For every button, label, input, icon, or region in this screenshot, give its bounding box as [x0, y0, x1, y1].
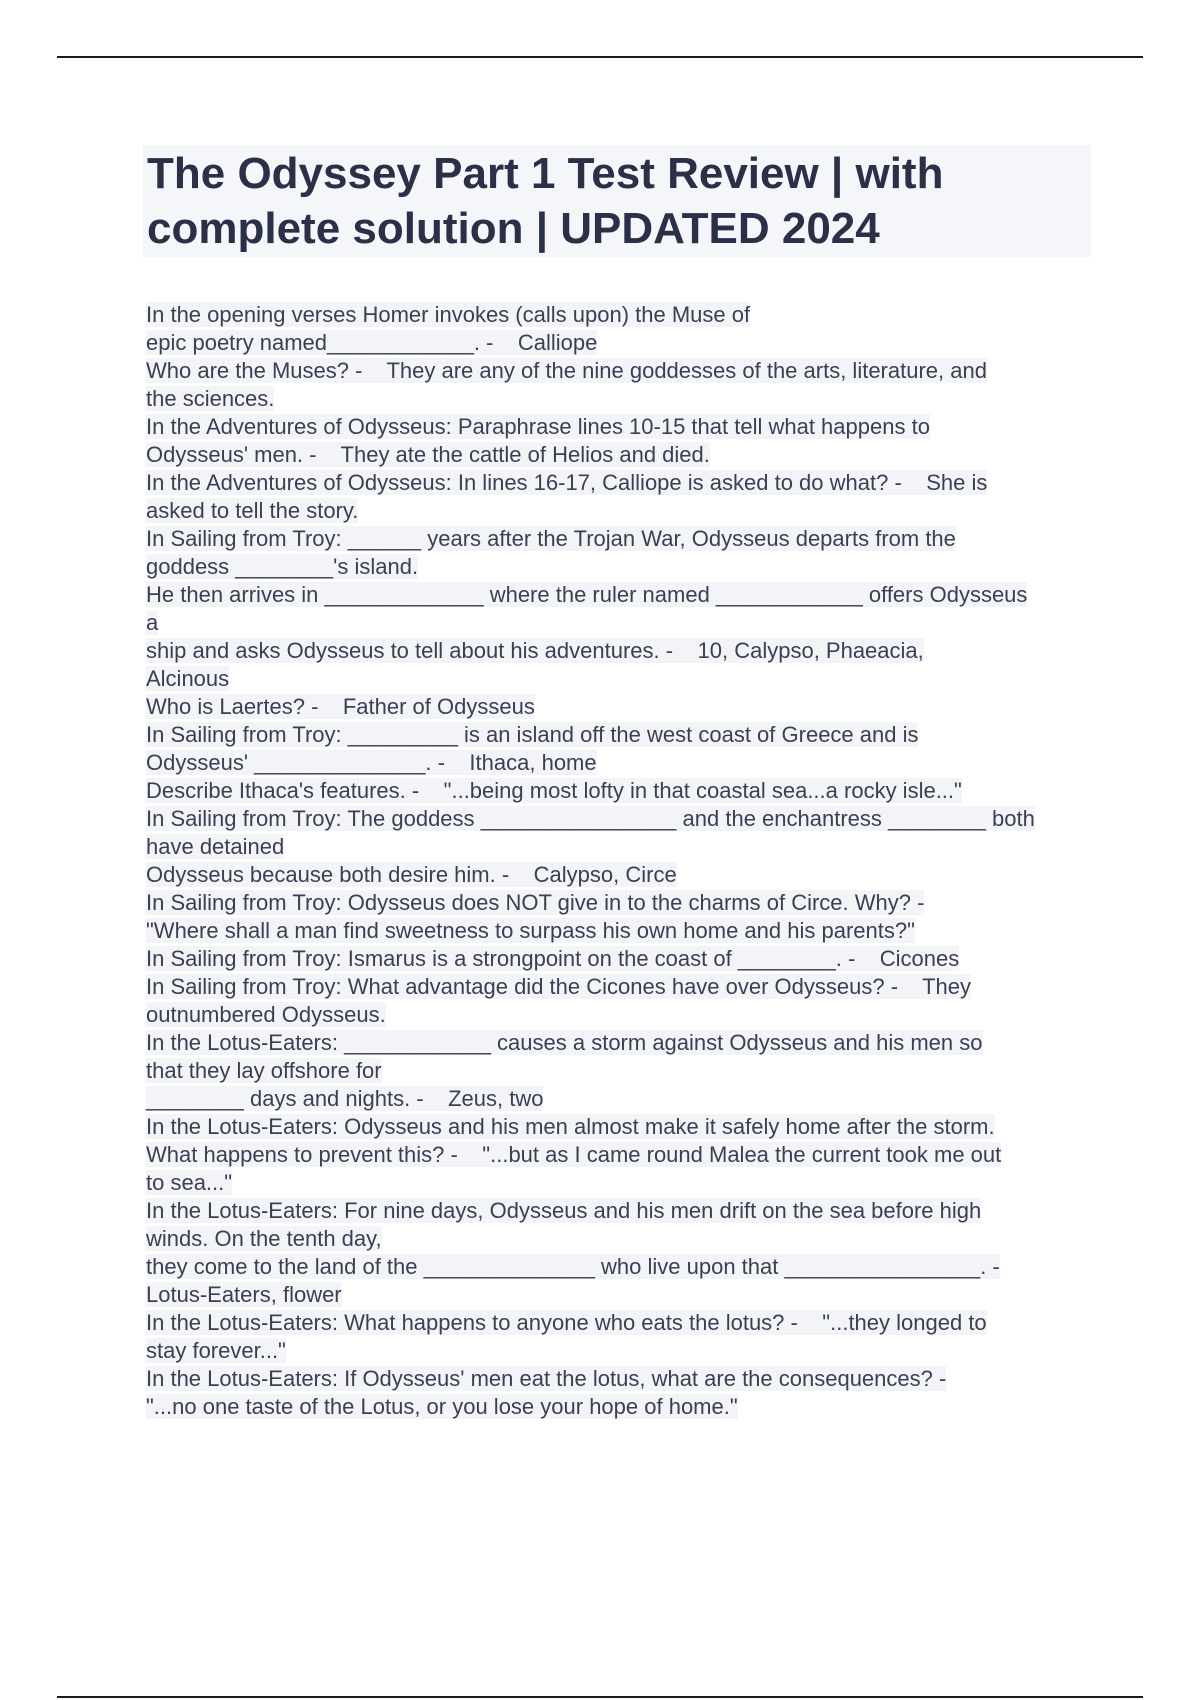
text-line: What happens to prevent this? - "...but as I came round Malea the current took me out — [146, 1142, 1002, 1167]
text-line: In the opening verses Homer invokes (calls upon) the Muse of — [146, 302, 751, 327]
title-line-1: The Odyssey Part 1 Test Review | with — [147, 149, 944, 198]
text-line: In Sailing from Troy: Odysseus does NOT give in to the charms of Circe. Why? - — [146, 890, 925, 915]
text-line: In Sailing from Troy: The goddess ________________ and the enchantress ________ both — [146, 806, 1035, 831]
qa-content — [146, 301, 1096, 1421]
text-line: "...no one taste of the Lotus, or you lose your hope of home." — [146, 1394, 738, 1419]
text-line: In Sailing from Troy: ______ years after the Trojan War, Odysseus departs from the — [146, 526, 956, 551]
text-line: In the Adventures of Odysseus: Paraphrase lines 10-15 that tell what happens to — [146, 414, 930, 439]
text-line: He then arrives in _____________ where the ruler named ____________ offers Odysseus — [146, 582, 1028, 607]
text-line: In Sailing from Troy: _________ is an island off the west coast of Greece and is — [146, 722, 919, 747]
text-line: Odysseus because both desire him. - Calypso, Circe — [146, 862, 677, 887]
text-line: asked to tell the story. — [146, 498, 359, 523]
text-line: In the Lotus-Eaters: What happens to anyone who eats the lotus? - "...they longed to — [146, 1310, 987, 1335]
text-line: epic poetry named____________. - Calliope — [146, 330, 598, 355]
text-line: Alcinous — [146, 666, 230, 691]
page-title — [147, 146, 1087, 256]
text-line: outnumbered Odysseus. — [146, 1002, 386, 1027]
text-line: In Sailing from Troy: What advantage did the Cicones have over Odysseus? - They — [146, 974, 972, 999]
text-line: ________ days and nights. - Zeus, two — [146, 1086, 544, 1111]
text-line: Who are the Muses? - They are any of the nine goddesses of the arts, literature, and — [146, 358, 987, 383]
text-line: winds. On the tenth day, — [146, 1226, 382, 1251]
text-line: Odysseus' men. - They ate the cattle of Helios and died. — [146, 442, 710, 467]
text-line: Lotus-Eaters, flower — [146, 1282, 342, 1307]
text-line: In the Adventures of Odysseus: In lines 16-17, Calliope is asked to do what? - She is — [146, 470, 988, 495]
text-line: Describe Ithaca's features. - "...being most lofty in that coastal sea...a rocky isle..." — [146, 778, 962, 803]
text-line: Who is Laertes? - Father of Odysseus — [146, 694, 535, 719]
title-line-2: complete solution | UPDATED 2024 — [147, 204, 880, 253]
text-line: the sciences. — [146, 386, 275, 411]
text-line: In the Lotus-Eaters: Odysseus and his men almost make it safely home after the storm. — [146, 1114, 995, 1139]
text-line: stay forever..." — [146, 1338, 286, 1363]
text-line: ship and asks Odysseus to tell about his adventures. - 10, Calypso, Phaeacia, — [146, 638, 924, 663]
top-rule — [57, 56, 1143, 58]
text-line: that they lay offshore for — [146, 1058, 382, 1083]
text-line: a — [146, 610, 159, 635]
text-line: "Where shall a man find sweetness to surpass his own home and his parents?" — [146, 918, 915, 943]
text-line: to sea..." — [146, 1170, 233, 1195]
text-line: In Sailing from Troy: Ismarus is a strongpoint on the coast of ________. - Cicones — [146, 946, 960, 971]
bottom-rule — [57, 1696, 1143, 1698]
text-line: Odysseus' ______________. - Ithaca, home — [146, 750, 597, 775]
text-line: In the Lotus-Eaters: For nine days, Odysseus and his men drift on the sea before high — [146, 1198, 982, 1223]
text-line: In the Lotus-Eaters: If Odysseus' men eat the lotus, what are the consequences? - — [146, 1366, 947, 1391]
text-line: they come to the land of the ______________ who live upon that ________________. - — [146, 1254, 1000, 1279]
text-line: have detained — [146, 834, 285, 859]
text-line: goddess ________'s island. — [146, 554, 419, 579]
text-line: In the Lotus-Eaters: ____________ causes a storm against Odysseus and his men so — [146, 1030, 983, 1055]
